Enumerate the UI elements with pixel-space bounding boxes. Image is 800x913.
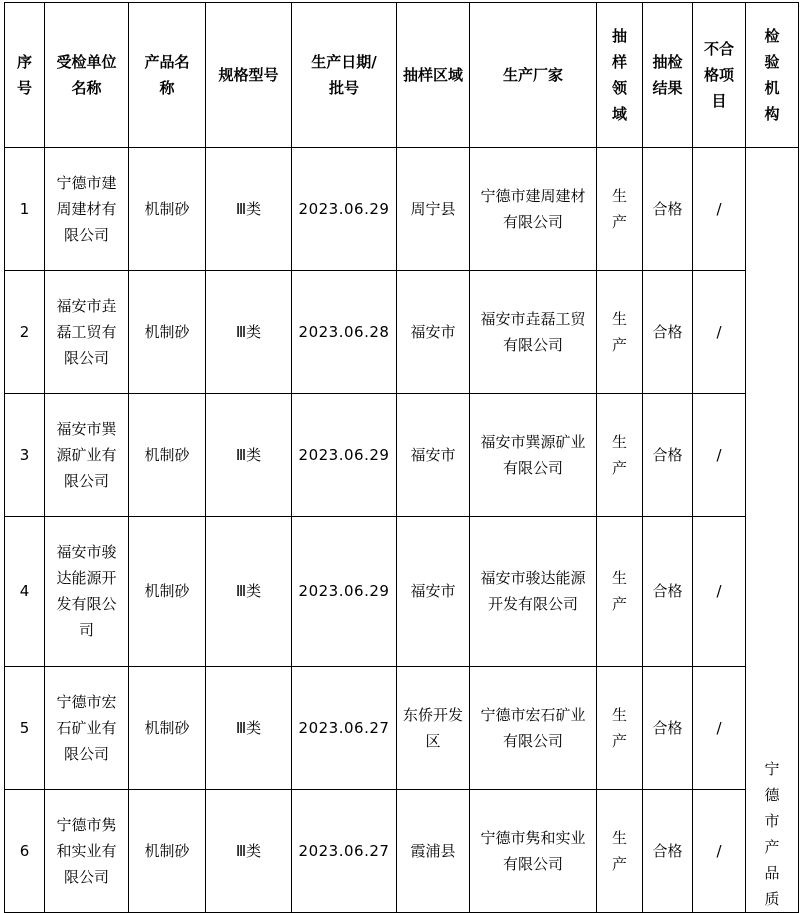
cell-product: 机制砂 xyxy=(129,666,206,789)
cell-no: 4 xyxy=(5,517,45,667)
cell-field: 生产 xyxy=(597,517,643,667)
cell-product: 机制砂 xyxy=(129,271,206,394)
cell-fail-items: / xyxy=(693,789,746,912)
table-row xyxy=(5,666,799,789)
cell-date: 2023.06.28 xyxy=(292,271,397,394)
cell-field: 生产 xyxy=(597,789,643,912)
cell-area: 周宁县 xyxy=(397,148,470,271)
header-field: 抽样领域 xyxy=(597,3,643,148)
cell-maker: 宁德市宏石矿业有限公司 xyxy=(470,666,597,789)
cell-maker: 福安市巽源矿业有限公司 xyxy=(470,394,597,517)
inspection-results-table xyxy=(4,2,799,913)
header-product: 产品名称 xyxy=(129,3,206,148)
cell-result: 合格 xyxy=(643,271,693,394)
cell-result: 合格 xyxy=(643,789,693,912)
cell-maker: 宁德市建周建材有限公司 xyxy=(470,148,597,271)
cell-product: 机制砂 xyxy=(129,394,206,517)
cell-spec: Ⅲ类 xyxy=(206,394,292,517)
header-org: 检验机构 xyxy=(746,3,799,148)
cell-spec: Ⅲ类 xyxy=(206,148,292,271)
cell-unit: 宁德市隽和实业有限公司 xyxy=(45,789,129,912)
cell-no: 3 xyxy=(5,394,45,517)
cell-fail-items: / xyxy=(693,148,746,271)
cell-fail-items: / xyxy=(693,271,746,394)
cell-product: 机制砂 xyxy=(129,148,206,271)
header-unit: 受检单位名称 xyxy=(45,3,129,148)
cell-spec: Ⅲ类 xyxy=(206,271,292,394)
cell-unit: 福安市巽源矿业有限公司 xyxy=(45,394,129,517)
header-spec: 规格型号 xyxy=(206,3,292,148)
cell-area: 福安市 xyxy=(397,517,470,667)
cell-no: 6 xyxy=(5,789,45,912)
header-row xyxy=(5,3,799,148)
cell-fail-items: / xyxy=(693,517,746,667)
cell-field: 生产 xyxy=(597,394,643,517)
cell-unit: 宁德市宏石矿业有限公司 xyxy=(45,666,129,789)
cell-org: 宁德市产品质 xyxy=(746,148,799,913)
table-row xyxy=(5,789,799,912)
cell-fail-items: / xyxy=(693,394,746,517)
cell-no: 1 xyxy=(5,148,45,271)
cell-spec: Ⅲ类 xyxy=(206,666,292,789)
cell-date: 2023.06.29 xyxy=(292,517,397,667)
cell-date: 2023.06.27 xyxy=(292,666,397,789)
header-date: 生产日期/批号 xyxy=(292,3,397,148)
table-row xyxy=(5,148,799,271)
cell-area: 东侨开发区 xyxy=(397,666,470,789)
cell-area: 福安市 xyxy=(397,271,470,394)
cell-maker: 福安市垚磊工贸有限公司 xyxy=(470,271,597,394)
cell-no: 5 xyxy=(5,666,45,789)
header-area: 抽样区域 xyxy=(397,3,470,148)
header-result: 抽检结果 xyxy=(643,3,693,148)
table-row xyxy=(5,271,799,394)
cell-area: 福安市 xyxy=(397,394,470,517)
cell-unit: 宁德市建周建材有限公司 xyxy=(45,148,129,271)
cell-result: 合格 xyxy=(643,517,693,667)
header-fail-items: 不合格项目 xyxy=(693,3,746,148)
cell-date: 2023.06.29 xyxy=(292,148,397,271)
cell-no: 2 xyxy=(5,271,45,394)
cell-maker: 宁德市隽和实业有限公司 xyxy=(470,789,597,912)
cell-field: 生产 xyxy=(597,666,643,789)
table-row xyxy=(5,394,799,517)
cell-product: 机制砂 xyxy=(129,789,206,912)
cell-spec: Ⅲ类 xyxy=(206,517,292,667)
cell-date: 2023.06.29 xyxy=(292,394,397,517)
cell-maker: 福安市骏达能源开发有限公司 xyxy=(470,517,597,667)
cell-date: 2023.06.27 xyxy=(292,789,397,912)
cell-field: 生产 xyxy=(597,148,643,271)
cell-result: 合格 xyxy=(643,666,693,789)
cell-result: 合格 xyxy=(643,394,693,517)
cell-spec: Ⅲ类 xyxy=(206,789,292,912)
cell-area: 霞浦县 xyxy=(397,789,470,912)
cell-result: 合格 xyxy=(643,148,693,271)
cell-unit: 福安市骏达能源开发有限公司 xyxy=(45,517,129,667)
cell-unit: 福安市垚磊工贸有限公司 xyxy=(45,271,129,394)
cell-fail-items: / xyxy=(693,666,746,789)
header-no: 序号 xyxy=(5,3,45,148)
cell-field: 生产 xyxy=(597,271,643,394)
header-maker: 生产厂家 xyxy=(470,3,597,148)
cell-product: 机制砂 xyxy=(129,517,206,667)
table-row xyxy=(5,517,799,667)
